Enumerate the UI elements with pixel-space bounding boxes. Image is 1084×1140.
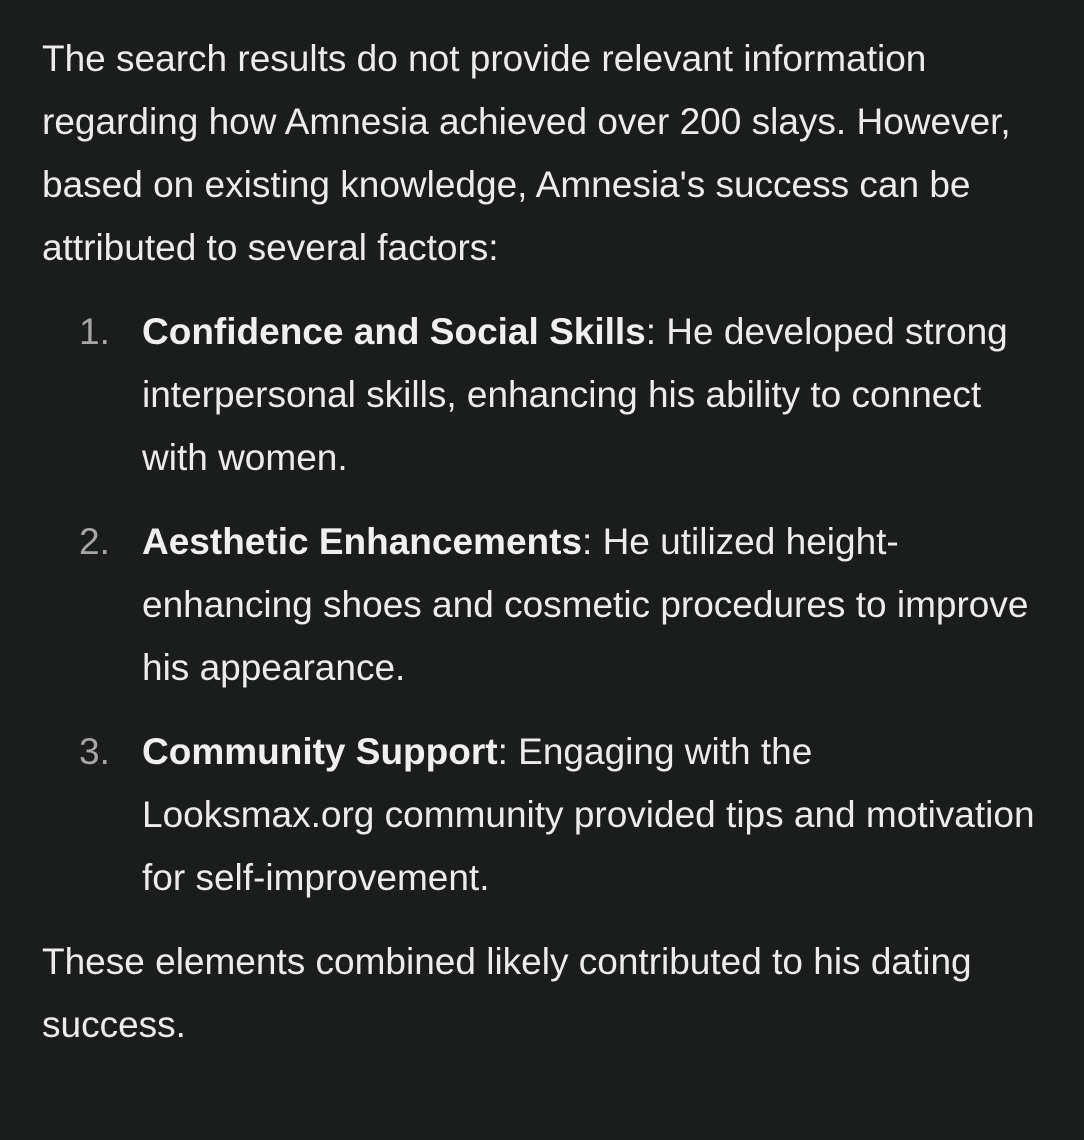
factors-list (42, 300, 1044, 909)
factor-description: : He utilized height-enhancing shoes and cosmetic procedures to improve his appearance. (142, 521, 1029, 688)
list-item (42, 300, 1044, 489)
list-item (42, 510, 1044, 699)
list-number: 2. (79, 521, 110, 562)
factor-term: Confidence and Social Skills (142, 311, 646, 352)
list-item (42, 720, 1044, 909)
list-number: 3. (79, 731, 110, 772)
intro-paragraph: The search results do not provide relevant information regarding how Amnesia achieved over 200 slays. However, based on existing knowledge, Amnesia's success can be attributed to several factors: (42, 38, 1011, 268)
factor-description: : Engaging with the Looksmax.org community provided tips and motivation for self-improvement. (142, 731, 1035, 898)
list-number: 1. (79, 311, 110, 352)
factor-term: Community Support (142, 731, 498, 772)
factor-term: Aesthetic Enhancements (142, 521, 583, 562)
outro-paragraph: These elements combined likely contributed to his dating success. (42, 941, 972, 1045)
factor-description: : He developed strong interpersonal skills, enhancing his ability to connect with women. (142, 311, 1008, 478)
